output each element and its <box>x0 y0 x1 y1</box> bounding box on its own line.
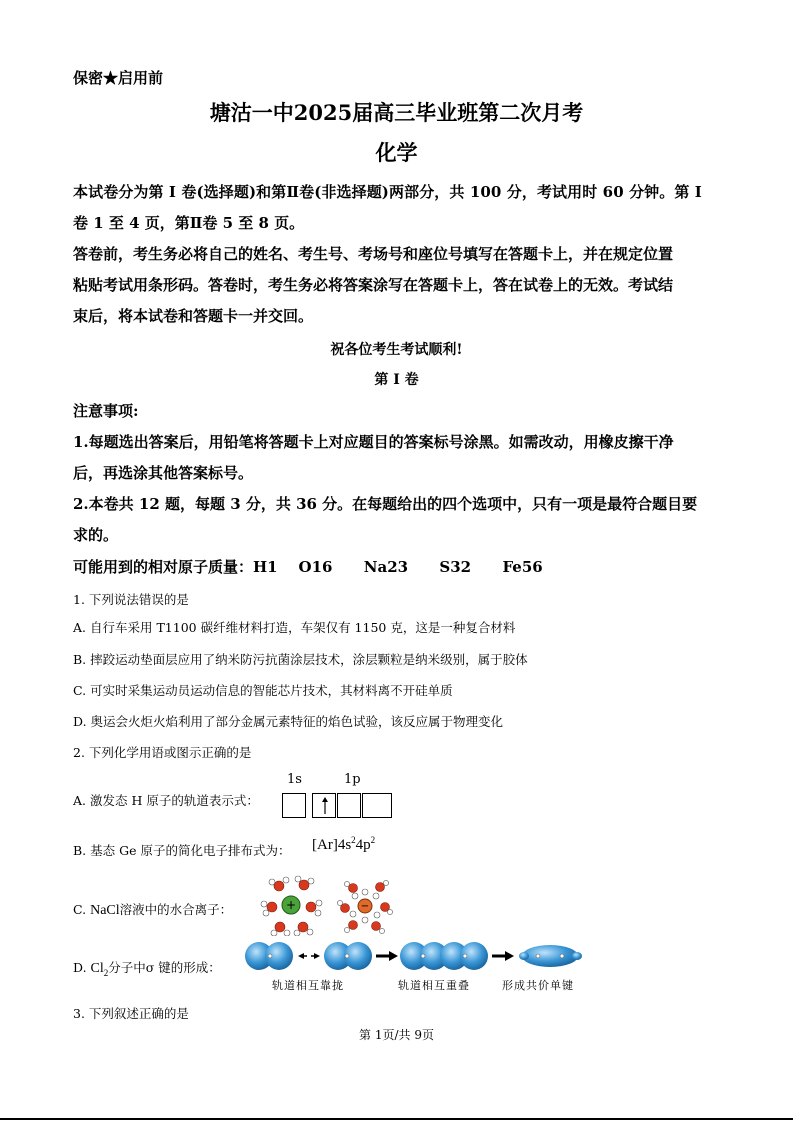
question-stem: 2. 下列化学用语或图示正确的是 <box>73 745 252 760</box>
config-4s-superscript: 2 <box>351 835 356 845</box>
orbital-label-1p: 1p <box>344 772 361 787</box>
electron-up-arrow-icon <box>322 797 328 815</box>
orbitals-approaching <box>324 942 372 970</box>
right-arrow-icon <box>376 951 398 961</box>
option-a: A. 自行车采用 T1100 碳纤维材料打造，车架仅有 1150 克，这是一种复合材料 <box>73 620 516 635</box>
question-stem: 3. 下列叙述正确的是 <box>73 1006 189 1021</box>
option-b: B. 基态 Ge 原子的简化电子排布式为： <box>73 843 291 858</box>
formula-cl: Cl <box>90 961 104 976</box>
svg-text:+: + <box>285 898 297 912</box>
option-d: D. 奥运会火炬火焰利用了部分金属元素特征的焰色试验，该反应属于物理变化 <box>73 714 504 729</box>
electron-configuration <box>312 835 375 854</box>
orbitals-approaching <box>245 942 293 970</box>
orbital-box-1p <box>312 793 336 818</box>
formula-nacl: NaCl <box>90 903 120 918</box>
confidential-mark: 保密★启用前 <box>73 69 164 87</box>
diagram-caption: 轨道相互靠拢 <box>272 979 344 992</box>
diagram-caption: 形成共价单键 <box>502 979 574 992</box>
config-4p: 4p <box>355 837 371 853</box>
option-d-suffix: 分子中σ 键的形成： <box>108 960 221 975</box>
option-c-suffix: 溶液中的水合离子： <box>119 902 233 917</box>
intro-line: 粘贴考试用条形码。答卷时，考生务必将答案涂写在答题卡上，答在试卷上的无效。考试结 <box>73 276 674 294</box>
orbitals-overlapping <box>400 942 488 970</box>
formula-cl2 <box>91 961 109 976</box>
option-d-label: D. <box>73 960 87 975</box>
option-c <box>73 900 232 919</box>
page-bottom-divider <box>0 1118 793 1120</box>
approach-arrows <box>298 953 320 959</box>
covalent-bond <box>519 945 582 967</box>
intro-line: 答卷前，考生务必将自己的姓名、考生号、考场号和座位号填写在答题卡上，并在规定位置 <box>73 245 674 263</box>
exam-title: 塘沽一中2025届高三毕业班第二次月考 <box>209 100 584 125</box>
note-item: 1.每题选出答案后，用铅笔将答题卡上对应题目的答案标号涂黑。如需改动，用橡皮擦干净 <box>73 433 674 451</box>
intro-line: 本试卷分为第 I 卷(选择题)和第Ⅱ卷(非选择题)两部分，共 100 分，考试用时 60 分钟。第 I <box>73 183 702 201</box>
intro-line: 卷 1 至 4 页，第Ⅱ卷 5 至 8 页。 <box>73 214 305 232</box>
option-b: B. 摔跤运动垫面层应用了纳米防污抗菌涂层技术，涂层颗粒是纳米级别，属于胶体 <box>73 652 528 667</box>
svg-text:−: − <box>360 901 370 912</box>
atomic-masses: 可能用到的相对原子质量：H1 O16 Na23 S32 Fe56 <box>73 558 543 576</box>
config-core: [Ar] <box>312 837 338 853</box>
orbital-box-1s <box>282 793 306 818</box>
hydrated-ions-diagram <box>258 874 393 936</box>
note-item: 后，再选涂其他答案标号。 <box>73 464 254 482</box>
config-4p-superscript: 2 <box>370 835 376 845</box>
option-c-label: C. <box>73 902 87 917</box>
orbital-diagram <box>282 793 392 818</box>
note-item: 2.本卷共 12 题，每题 3 分，共 36 分。在每题给出的四个选项中，只有一项是最符合题目要 <box>73 495 698 513</box>
orbital-label-1s: 1s <box>287 772 302 787</box>
option-c: C. 可实时采集运动员运动信息的智能芯片技术，其材料离不开硅单质 <box>73 683 453 698</box>
subject-title: 化学 <box>375 140 418 165</box>
volume-title: 第 I 卷 <box>374 372 419 388</box>
formula-subscript: 2 <box>103 967 109 978</box>
orbital-box-1p <box>362 793 392 818</box>
hydrated-anion <box>337 880 392 933</box>
config-4s: 4s <box>337 837 352 853</box>
blessing: 祝各位考生考试顺利! <box>330 342 463 358</box>
orbital-box-1p <box>337 793 361 818</box>
intro-line: 束后，将本试卷和答题卡一并交回。 <box>73 307 314 325</box>
right-arrow-icon <box>492 951 514 961</box>
diagram-caption: 轨道相互重叠 <box>398 979 470 992</box>
page-number: 第 1页/共 9页 <box>359 1028 434 1042</box>
question-stem: 1. 下列说法错误的是 <box>73 592 189 607</box>
option-d <box>73 958 221 978</box>
notes-heading: 注意事项: <box>73 402 139 420</box>
option-a: A. 激发态 H 原子的轨道表示式： <box>73 793 259 808</box>
note-item: 求的。 <box>73 526 119 544</box>
hydrated-cation <box>261 876 322 936</box>
